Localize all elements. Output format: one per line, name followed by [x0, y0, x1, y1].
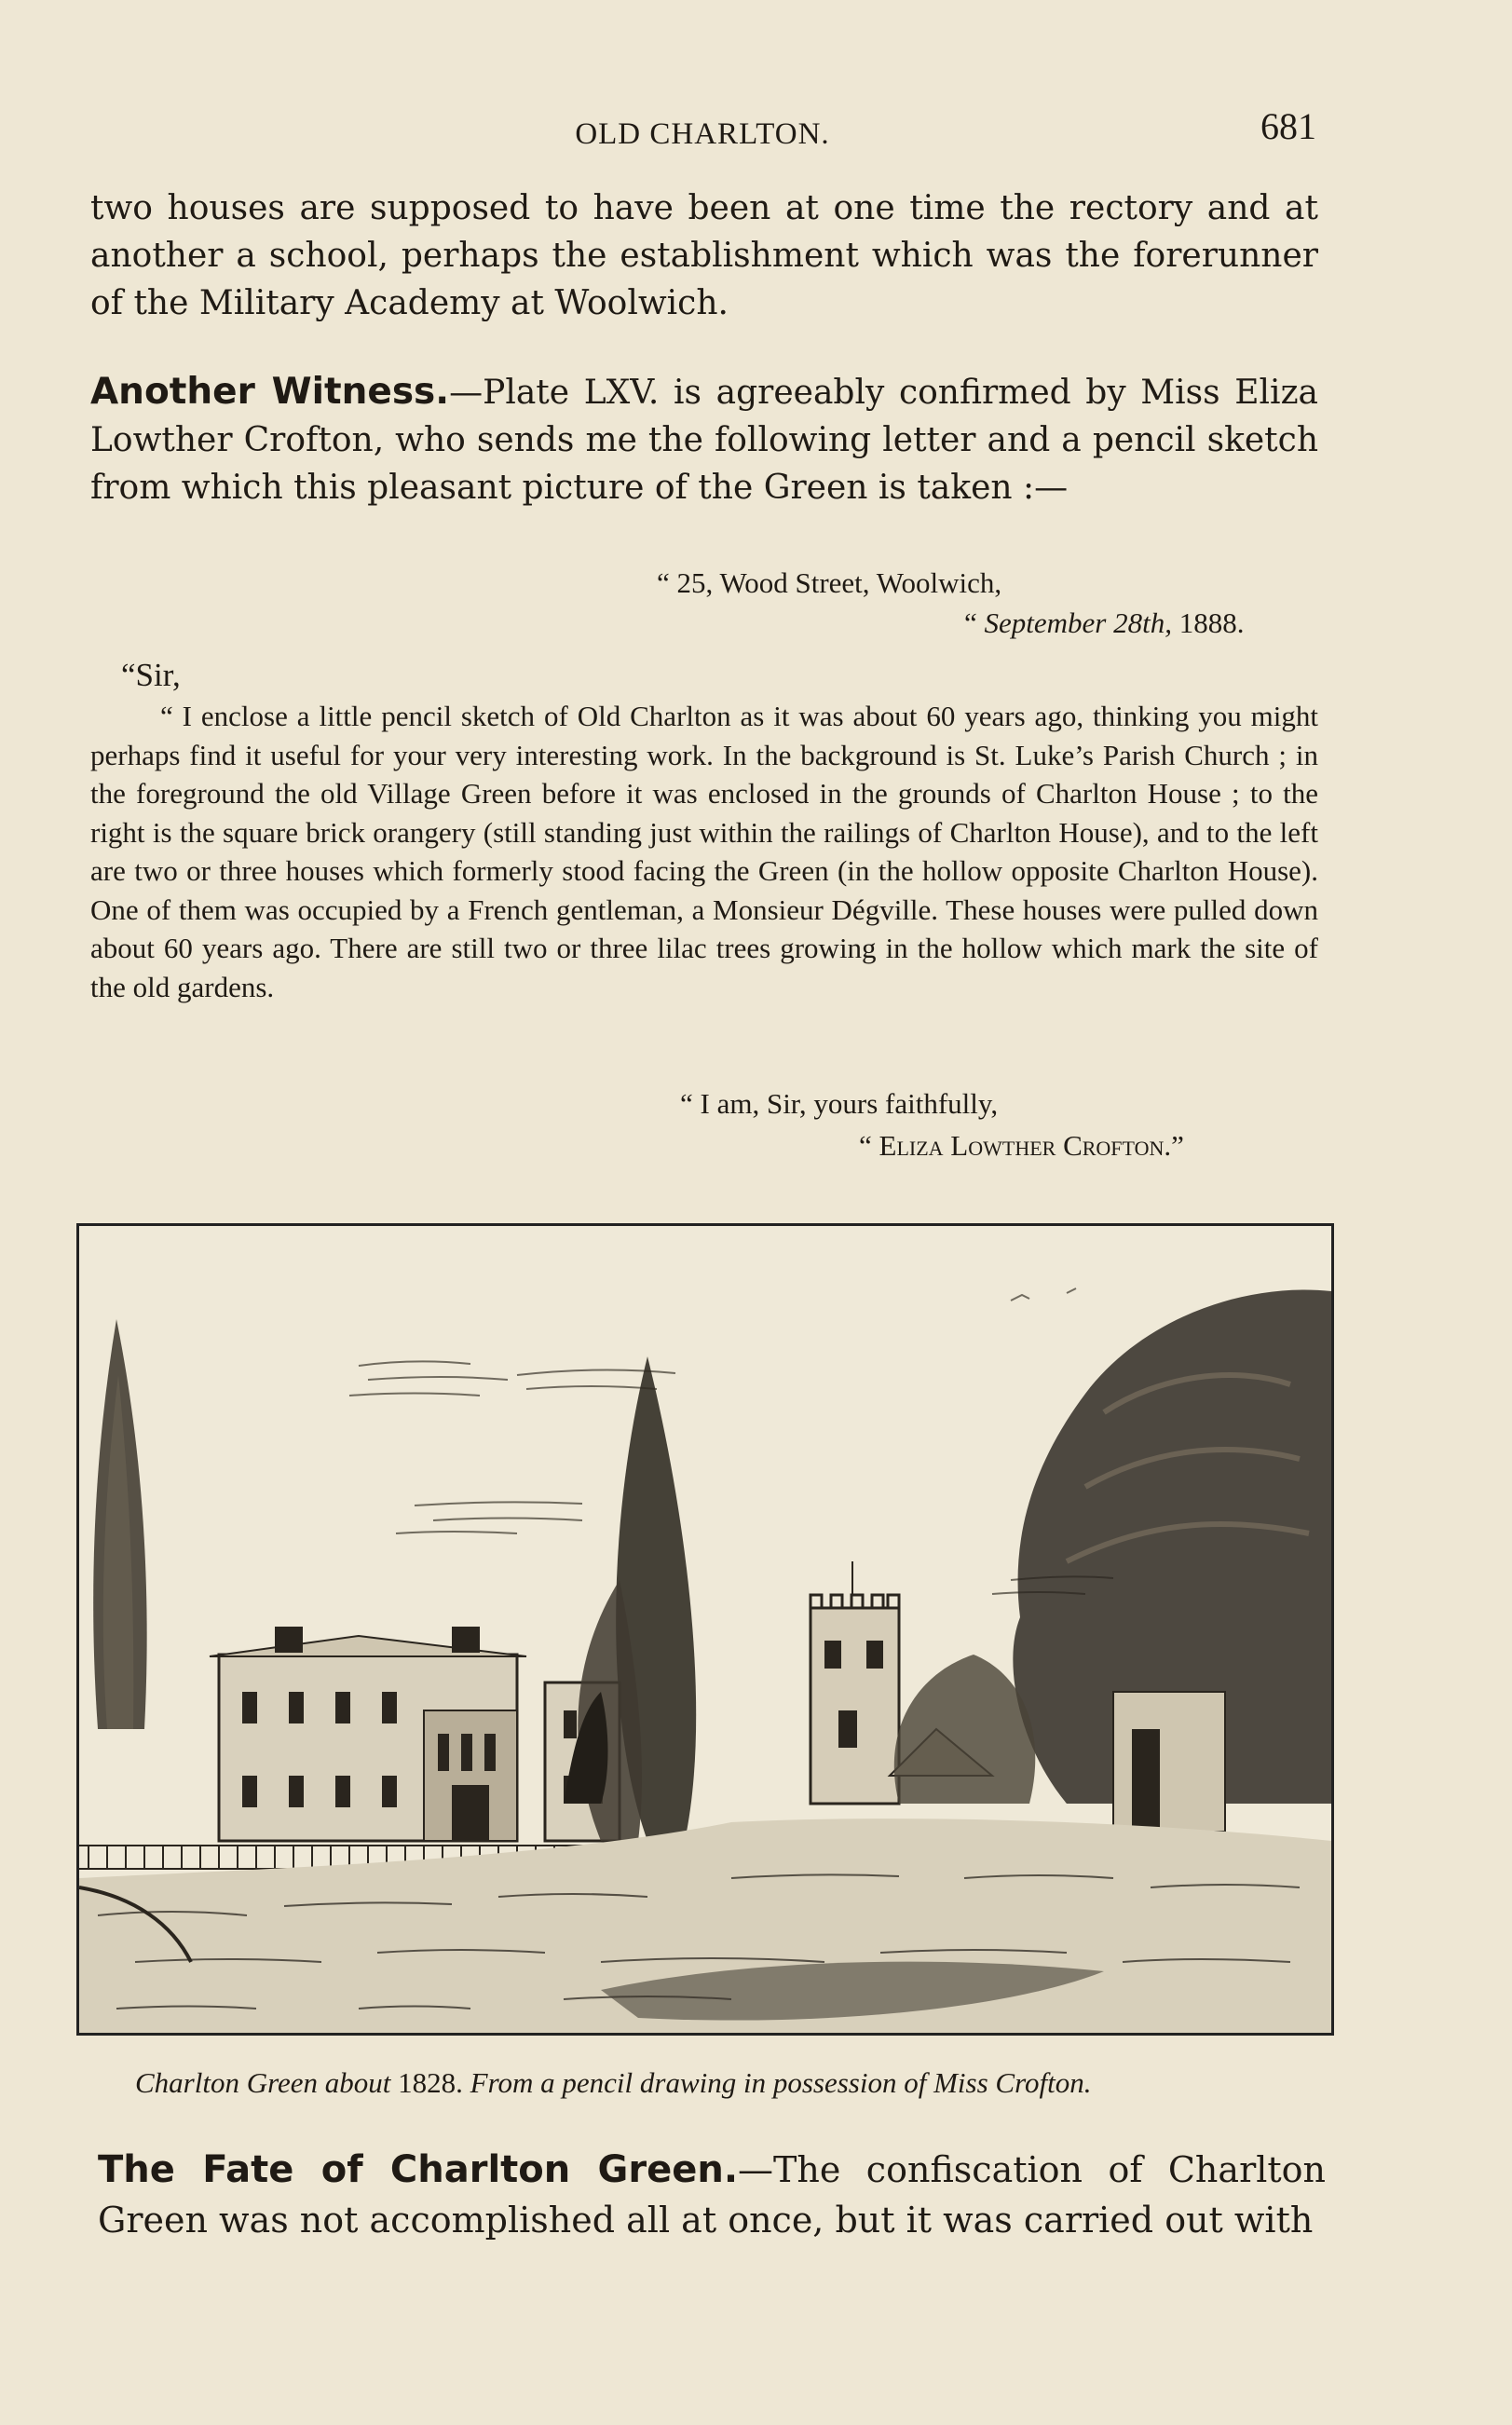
paragraph-fate-of-green	[98, 2145, 1326, 2245]
page-number: 681	[1260, 105, 1316, 147]
paragraph-rectory: two houses are supposed to have been at one time the rectory and at another a school, perhaps the establishment which was the forerunner of the Military Academy at Woolwich.	[90, 189, 1318, 322]
illustration-charlton-green	[76, 1223, 1334, 2036]
paragraph-another-witness-text: —Plate LXV. is agreeably confirmed by Miss Eliza Lowther Crofton, who sends me the following letter and a pencil sketch from which this pleasant picture of the Green is taken :—	[90, 374, 1318, 507]
section-heading-fate-of-charlton-green: The Fate of Charlton Green.	[98, 2148, 739, 2191]
letter-salutation: “Sir,	[121, 657, 181, 693]
running-head-title: OLD CHARLTON.	[575, 117, 830, 151]
running-head	[89, 101, 1316, 157]
paragraph-fate-text: —The confiscation of Charlton Green was not accomplished all at once, but it was carried out with	[98, 2149, 1327, 2241]
letter-date-month: September 28th,	[984, 606, 1172, 639]
letter-date-year: 1888.	[1171, 606, 1245, 639]
paragraph-another-witness	[90, 368, 1318, 511]
letter-closing: “ I am, Sir, yours faithfully,	[680, 1087, 999, 1120]
letter-address: “ 25, Wood Street, Woolwich,	[657, 566, 1002, 599]
letter-date-quote: “	[964, 606, 985, 639]
letter-body: “ I enclose a little pencil sketch of Old Charlton as it was about 60 years ago, thinking you might perhaps find it useful for your very interesting work. In the background is St. Luke’s Parish Church ; in the foreground the old Village Green before it was enclosed in the grounds of Charlton House ; to the right is the square brick orangery (still standing just within the railings of Charlton House), and to the left are two or three houses which formerly stood facing the Green (in the hollow opposite Charlton House). One of them was occupied by a French gentleman, a Monsieur Dégville. These houses were pulled down about 60 years ago. There are still two or three lilac trees growing in the hollow which mark the site of the old gardens.	[90, 700, 1318, 1003]
letter-date	[964, 606, 1244, 640]
illustration-caption	[135, 2066, 1318, 2100]
engraving-drawing	[79, 1226, 1331, 2033]
section-heading-another-witness: Another Witness.	[90, 371, 450, 413]
caption-text-1: Charlton Green about	[135, 2066, 399, 2099]
orangery-building	[1113, 1692, 1225, 1832]
house-building	[210, 1627, 620, 1841]
letter-signature: “ Eliza Lowther Crofton.”	[859, 1129, 1184, 1162]
caption-text-2: From a pencil drawing in possession of Miss Crofton.	[462, 2066, 1092, 2099]
sky-cloud-strokes	[349, 1288, 1113, 1594]
caption-year: 1828.	[398, 2066, 463, 2099]
